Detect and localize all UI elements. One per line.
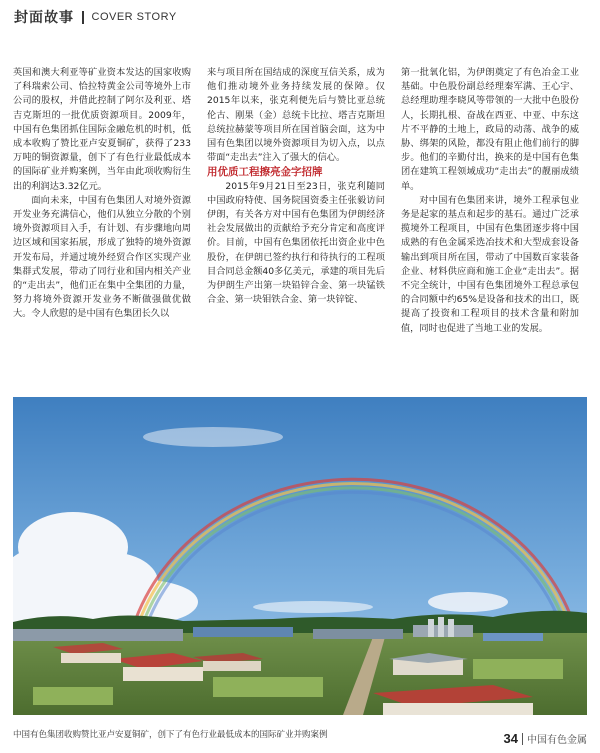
magazine-name: 中国有色金属 bbox=[527, 735, 587, 746]
paragraph: 来与项目所在国结成的深度互信关系，成为他们推动境外业务持续发展的保障。仅2015年以来，张克利便先后与赞比亚总统伦古、刚果（金）总统卡比拉、塔吉克斯坦总统拉赫蒙等项目所在国首脑会面，这为中国有色集团以境外资源项目为切入点，以点带面“走出去”注入了强大的信心。 bbox=[207, 67, 385, 164]
mine-site-photo bbox=[13, 397, 587, 715]
header-divider bbox=[82, 11, 84, 24]
paragraph: 第一批氧化铝，为伊朗奠定了有色冶金工业基础。中色股份副总经理秦军满、王心宇、总经理助理李晓风等带领的一大批中色股份人，长期扎根、奋战在西亚、中亚、中东这片不平静的土地上，政局的动荡、战争的威胁、绑架的风险，都没有阻止他们前行的脚步。他们的辛勤付出，换来的是中国有色集团在建筑工程领域成功“走出去”的靓丽成绩单。 bbox=[401, 67, 579, 192]
page-footer bbox=[504, 731, 587, 746]
section-title-cn: 封面故事 bbox=[14, 10, 74, 26]
paragraph: 2015年9月21日至23日，张克利随同中国政府特使、国务院国资委主任张毅访问伊朗，有关各方对中国有色集团为伊朗经济社会发展做出的贡献给予充分肯定和高度评价。目前，中国有色集团依托出资企业中色股份，在伊朗已签约执行和待执行的工程项目合同总金额40多亿美元，承建的项目先后为伊朗生产出第一块铅锌合金、第一块锰铁合金、第一块钼铁合金、第一块锌锭、 bbox=[207, 180, 385, 306]
section-title-en: COVER STORY bbox=[91, 11, 177, 23]
section-header bbox=[14, 6, 177, 28]
paragraph: 对中国有色集团来讲，境外工程承包业务是起家的基点和起步的基石。通过广泛承揽境外工程项目，中国有色集团逐步将中国成熟的有色金属采选冶技术和大型成套设备输出到项目所在国，带动了中国数百家装备企业、材料供应商和施工企业“走出去”。据不完全统计，中国有色集团境外工程总承包的合同额中约65%是设备和技术的出口，既提高了投资和工程项目的技术含量和附加值，同时也促进了当地工业的发展。 bbox=[401, 194, 579, 334]
photo-caption: 中国有色集团收购赞比亚卢安夏铜矿，创下了有色行业最低成本的国际矿业并购案例 bbox=[13, 730, 328, 740]
paragraph: 英国和澳大利亚等矿业资本发达的国家收购了科瑞索公司、恰拉特黄金公司等境外上市公司的股权，并借此控制了阿尔及利亚、塔吉克斯坦的一批优质资源项目。2009年，中国有色集团抓住国际金融危机的时机，低成本收购了赞比亚卢安夏铜矿，获得了233万吨的铜资源量，创下了有色行业最低成本的国际矿业并购案例，当年由此项收购衍生出的利润达3.32亿元。 bbox=[13, 67, 191, 192]
subheading: 用优质工程擦亮金字招牌 bbox=[207, 166, 323, 179]
text-column-3 bbox=[401, 66, 579, 336]
page-number: 34 bbox=[503, 731, 518, 746]
text-column-1 bbox=[13, 66, 191, 322]
text-column-2 bbox=[207, 66, 385, 307]
footer-divider bbox=[522, 733, 523, 745]
paragraph: 面向未来，中国有色集团人对境外资源开发业务充满信心，他们从独立分散的个别境外资源项目入手，有计划、有步骤地向周边区域和国家拓展，形成了独特的境外资源开发布局，并通过境外经贸合作区实现产业集群式发展，带动了同行业和国内相关产业的“走出去”，他们正在集中全集团的力量，努力将境外资源开发业务不断做强做优做大。令人欣慰的是中国有色集团长久以 bbox=[13, 194, 191, 320]
